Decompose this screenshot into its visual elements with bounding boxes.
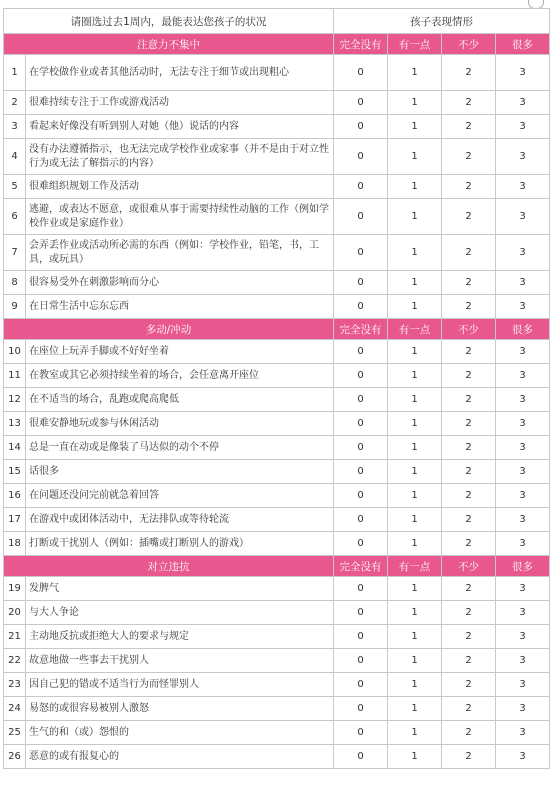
item-number: 23	[4, 673, 26, 697]
score-option[interactable]: 2	[442, 364, 496, 388]
item-number: 9	[4, 295, 26, 319]
score-option[interactable]: 0	[334, 388, 388, 412]
score-option[interactable]: 1	[388, 649, 442, 673]
item-number: 16	[4, 484, 26, 508]
score-option[interactable]: 0	[334, 460, 388, 484]
item-number: 4	[4, 139, 26, 175]
score-option[interactable]: 0	[334, 175, 388, 199]
item-number: 11	[4, 364, 26, 388]
item-number: 19	[4, 577, 26, 601]
item-number: 22	[4, 649, 26, 673]
score-option[interactable]: 3	[496, 508, 550, 532]
score-option[interactable]: 0	[334, 139, 388, 175]
item-text: 总是一直在动或是像装了马达似的动个不停	[26, 436, 334, 460]
score-option[interactable]: 2	[442, 91, 496, 115]
score-option[interactable]: 2	[442, 601, 496, 625]
header-row	[4, 9, 550, 34]
score-option[interactable]: 3	[496, 115, 550, 139]
questionnaire-page	[0, 8, 552, 769]
item-row	[4, 460, 550, 484]
item-text: 因自己犯的错或不适当行为而怪罪别人	[26, 673, 334, 697]
score-option[interactable]: 2	[442, 139, 496, 175]
score-option[interactable]: 0	[334, 295, 388, 319]
item-text: 在游戏中或团体活动中，无法排队或等待轮流	[26, 508, 334, 532]
score-option[interactable]: 3	[496, 532, 550, 556]
score-option[interactable]: 0	[334, 697, 388, 721]
item-row	[4, 295, 550, 319]
item-number: 8	[4, 271, 26, 295]
score-option[interactable]: 0	[334, 601, 388, 625]
score-option[interactable]: 0	[334, 412, 388, 436]
score-option[interactable]: 0	[334, 721, 388, 745]
score-option[interactable]: 2	[442, 460, 496, 484]
item-text: 在座位上玩弄手脚或不好好坐着	[26, 340, 334, 364]
score-option[interactable]: 0	[334, 577, 388, 601]
score-option[interactable]: 3	[496, 745, 550, 769]
item-number: 14	[4, 436, 26, 460]
item-row	[4, 649, 550, 673]
score-option[interactable]: 3	[496, 601, 550, 625]
scale-label: 有一点	[388, 34, 442, 55]
score-option[interactable]: 3	[496, 271, 550, 295]
score-option[interactable]: 3	[496, 235, 550, 271]
score-option[interactable]: 0	[334, 364, 388, 388]
score-option[interactable]: 1	[388, 340, 442, 364]
item-row	[4, 340, 550, 364]
score-option[interactable]: 0	[334, 745, 388, 769]
score-option[interactable]: 0	[334, 55, 388, 91]
item-row	[4, 508, 550, 532]
item-number: 13	[4, 412, 26, 436]
score-option[interactable]: 3	[496, 199, 550, 235]
item-row	[4, 625, 550, 649]
score-option[interactable]: 1	[388, 460, 442, 484]
item-text: 在日常生活中忘东忘西	[26, 295, 334, 319]
item-text: 会弄丢作业或活动所必需的东西（例如：学校作业，铅笔，书，工具，或玩具）	[26, 235, 334, 271]
score-option[interactable]: 1	[388, 577, 442, 601]
section-title: 多动/冲动	[4, 319, 334, 340]
score-option[interactable]: 3	[496, 697, 550, 721]
score-option[interactable]: 0	[334, 649, 388, 673]
score-option[interactable]: 2	[442, 412, 496, 436]
scale-label: 完全没有	[334, 319, 388, 340]
score-option[interactable]: 3	[496, 721, 550, 745]
scale-label: 不少	[442, 319, 496, 340]
score-option[interactable]: 3	[496, 673, 550, 697]
item-row	[4, 175, 550, 199]
item-text: 打断或干扰别人（例如：插嘴或打断别人的游戏）	[26, 532, 334, 556]
section-title: 注意力不集中	[4, 34, 334, 55]
score-option[interactable]: 1	[388, 532, 442, 556]
section-header-row	[4, 556, 550, 577]
item-text: 在不适当的场合，乱跑或爬高爬低	[26, 388, 334, 412]
score-option[interactable]: 2	[442, 721, 496, 745]
section-header-row	[4, 34, 550, 55]
score-option[interactable]: 1	[388, 412, 442, 436]
item-text: 没有办法遵循指示，也无法完成学校作业或家事（并不是由于对立性行为或无法了解指示的内容）	[26, 139, 334, 175]
score-option[interactable]: 2	[442, 745, 496, 769]
score-option[interactable]: 1	[388, 175, 442, 199]
score-option[interactable]: 2	[442, 625, 496, 649]
score-option[interactable]: 0	[334, 484, 388, 508]
item-row	[4, 115, 550, 139]
score-option[interactable]: 3	[496, 460, 550, 484]
scale-label: 很多	[496, 556, 550, 577]
score-option[interactable]: 3	[496, 436, 550, 460]
item-row	[4, 697, 550, 721]
item-number: 3	[4, 115, 26, 139]
score-option[interactable]: 1	[388, 235, 442, 271]
score-option[interactable]: 3	[496, 649, 550, 673]
score-option[interactable]: 0	[334, 508, 388, 532]
scale-label: 不少	[442, 34, 496, 55]
instruction-text: 请圈选过去1周内，最能表达您孩子的状况	[4, 9, 334, 34]
score-option[interactable]: 2	[442, 577, 496, 601]
score-option[interactable]: 2	[442, 295, 496, 319]
section-title: 对立违抗	[4, 556, 334, 577]
score-option[interactable]: 3	[496, 55, 550, 91]
item-text: 在教室或其它必须持续坐着的场合，会任意离开座位	[26, 364, 334, 388]
score-option[interactable]: 1	[388, 115, 442, 139]
item-row	[4, 199, 550, 235]
item-text: 生气的和（或）怨恨的	[26, 721, 334, 745]
score-option[interactable]: 0	[334, 436, 388, 460]
score-option[interactable]: 0	[334, 91, 388, 115]
score-option[interactable]: 2	[442, 55, 496, 91]
item-number: 5	[4, 175, 26, 199]
score-option[interactable]: 2	[442, 697, 496, 721]
item-number: 7	[4, 235, 26, 271]
score-option[interactable]: 2	[442, 436, 496, 460]
score-option[interactable]: 3	[496, 364, 550, 388]
score-option[interactable]: 1	[388, 721, 442, 745]
item-row	[4, 235, 550, 271]
score-option[interactable]: 2	[442, 175, 496, 199]
item-number: 12	[4, 388, 26, 412]
item-row	[4, 745, 550, 769]
score-option[interactable]: 1	[388, 484, 442, 508]
score-option[interactable]: 1	[388, 271, 442, 295]
scale-label: 有一点	[388, 319, 442, 340]
item-row	[4, 673, 550, 697]
item-number: 17	[4, 508, 26, 532]
item-text: 主动地反抗或拒绝大人的要求与规定	[26, 625, 334, 649]
score-option[interactable]: 1	[388, 139, 442, 175]
item-row	[4, 436, 550, 460]
item-row	[4, 484, 550, 508]
score-option[interactable]: 2	[442, 508, 496, 532]
item-number: 21	[4, 625, 26, 649]
score-option[interactable]: 2	[442, 235, 496, 271]
score-option[interactable]: 3	[496, 340, 550, 364]
score-option[interactable]: 0	[334, 625, 388, 649]
item-row	[4, 388, 550, 412]
item-text: 在学校做作业或者其他活动时，无法专注于细节或出现粗心	[26, 55, 334, 91]
score-option[interactable]: 0	[334, 199, 388, 235]
item-text: 发脾气	[26, 577, 334, 601]
item-number: 24	[4, 697, 26, 721]
item-number: 20	[4, 601, 26, 625]
score-option[interactable]: 1	[388, 601, 442, 625]
item-row	[4, 55, 550, 91]
score-option[interactable]: 2	[442, 340, 496, 364]
item-number: 18	[4, 532, 26, 556]
score-option[interactable]: 1	[388, 508, 442, 532]
item-text: 话很多	[26, 460, 334, 484]
score-option[interactable]: 0	[334, 271, 388, 295]
score-option[interactable]: 1	[388, 55, 442, 91]
scale-label: 不少	[442, 556, 496, 577]
item-text: 逃避，或表达不愿意，或很难从事于需要持续性动脑的工作（例如学校作业或是家庭作业）	[26, 199, 334, 235]
response-header: 孩子表现情形	[334, 9, 550, 34]
item-number: 15	[4, 460, 26, 484]
score-option[interactable]: 0	[334, 340, 388, 364]
item-row	[4, 139, 550, 175]
item-text: 很难持续专注于工作或游戏活动	[26, 91, 334, 115]
score-option[interactable]: 1	[388, 673, 442, 697]
item-text: 故意地做一些事去干扰别人	[26, 649, 334, 673]
item-row	[4, 271, 550, 295]
score-option[interactable]: 0	[334, 532, 388, 556]
score-option[interactable]: 1	[388, 697, 442, 721]
score-option[interactable]: 3	[496, 484, 550, 508]
item-text: 恶意的或有报复心的	[26, 745, 334, 769]
score-option[interactable]: 2	[442, 271, 496, 295]
score-option[interactable]: 0	[334, 115, 388, 139]
scale-label: 完全没有	[334, 34, 388, 55]
scale-label: 完全没有	[334, 556, 388, 577]
score-option[interactable]: 0	[334, 673, 388, 697]
item-text: 与大人争论	[26, 601, 334, 625]
score-option[interactable]: 1	[388, 199, 442, 235]
score-option[interactable]: 1	[388, 745, 442, 769]
score-option[interactable]: 3	[496, 625, 550, 649]
item-text: 在问题还没问完前就急着回答	[26, 484, 334, 508]
scale-label: 很多	[496, 34, 550, 55]
score-option[interactable]: 3	[496, 91, 550, 115]
item-row	[4, 364, 550, 388]
score-option[interactable]: 3	[496, 139, 550, 175]
item-text: 很容易受外在刺激影响而分心	[26, 271, 334, 295]
score-option[interactable]: 2	[442, 115, 496, 139]
score-option[interactable]: 3	[496, 412, 550, 436]
score-option[interactable]: 2	[442, 484, 496, 508]
score-option[interactable]: 2	[442, 532, 496, 556]
rating-table	[3, 8, 550, 769]
score-option[interactable]: 2	[442, 199, 496, 235]
score-option[interactable]: 1	[388, 388, 442, 412]
score-option[interactable]: 3	[496, 388, 550, 412]
score-option[interactable]: 1	[388, 364, 442, 388]
item-row	[4, 532, 550, 556]
score-option[interactable]: 2	[442, 388, 496, 412]
score-option[interactable]: 0	[334, 235, 388, 271]
section-header-row	[4, 319, 550, 340]
item-text: 很难组织规划工作及活动	[26, 175, 334, 199]
item-row	[4, 577, 550, 601]
score-option[interactable]: 1	[388, 295, 442, 319]
item-row	[4, 601, 550, 625]
item-text: 看起来好像没有听到别人对她（他）说话的内容	[26, 115, 334, 139]
score-option[interactable]: 1	[388, 436, 442, 460]
item-text: 易怒的或很容易被别人激怒	[26, 697, 334, 721]
item-row	[4, 721, 550, 745]
score-option[interactable]: 2	[442, 673, 496, 697]
item-number: 1	[4, 55, 26, 91]
item-row	[4, 91, 550, 115]
item-row	[4, 412, 550, 436]
score-option[interactable]: 3	[496, 295, 550, 319]
item-number: 10	[4, 340, 26, 364]
item-number: 2	[4, 91, 26, 115]
score-option[interactable]: 2	[442, 649, 496, 673]
score-option[interactable]: 3	[496, 577, 550, 601]
item-number: 25	[4, 721, 26, 745]
score-option[interactable]: 1	[388, 625, 442, 649]
score-option[interactable]: 3	[496, 175, 550, 199]
item-number: 6	[4, 199, 26, 235]
item-text: 很难安静地玩或参与休闲活动	[26, 412, 334, 436]
scale-label: 有一点	[388, 556, 442, 577]
score-option[interactable]: 1	[388, 91, 442, 115]
item-number: 26	[4, 745, 26, 769]
scale-label: 很多	[496, 319, 550, 340]
